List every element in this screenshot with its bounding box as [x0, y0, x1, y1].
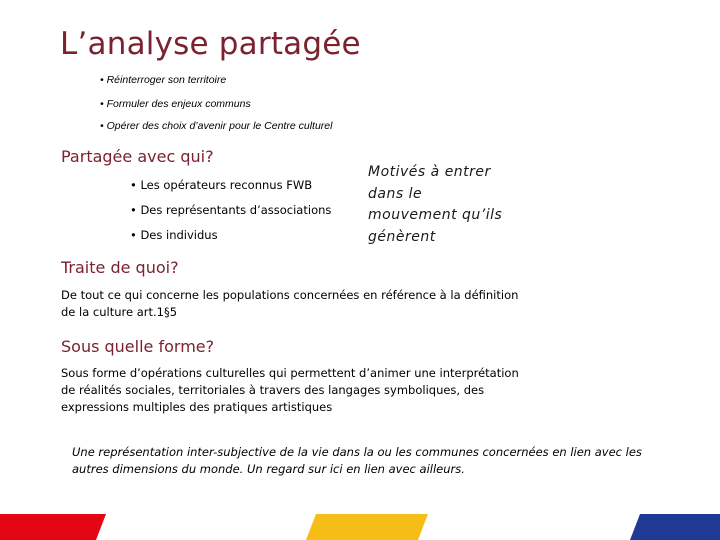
motives-line: dans le — [368, 185, 423, 202]
navy-stripe — [630, 514, 720, 540]
participant-bullet: • Les opérateurs reconnus FWB — [130, 178, 313, 192]
form-paragraph — [61, 365, 519, 416]
intro-bullet: • Opérer des choix d’avenir pour le Centre culturel — [100, 120, 333, 132]
footer-stripes — [0, 514, 720, 540]
motives-line: mouvement qu’ils — [368, 207, 503, 223]
quote-line: Une représentation inter-subjective de la vie dans la ou les communes concernées en lien avec les — [72, 445, 642, 459]
quote-line: autres dimensions du monde. Un regard sur ici en lien avec ailleurs. — [72, 462, 465, 476]
intro-bullet: • Formuler des enjeux communs — [100, 98, 251, 110]
paragraph-line: expressions multiples des pratiques artistiques — [61, 400, 333, 414]
heading-who: Partagée avec qui? — [61, 147, 214, 166]
participant-bullet: • Des individus — [130, 228, 218, 242]
paragraph-line: De tout ce qui concerne les populations concernées en référence à la définition — [61, 288, 519, 302]
red-stripe — [0, 514, 106, 540]
heading-form: Sous quelle forme? — [61, 337, 215, 356]
page-title: L’analyse partagée — [60, 26, 361, 62]
motives-note — [368, 162, 528, 248]
heading-what: Traite de quoi? — [61, 258, 179, 277]
paragraph-line: Sous forme d’opérations culturelles qui permettent d’animer une interprétation — [61, 366, 519, 380]
summary-quote — [72, 444, 642, 478]
motives-line: génèrent — [368, 228, 436, 245]
yellow-stripe — [306, 514, 428, 540]
participant-bullet: • Des représentants d’associations — [130, 203, 332, 217]
motives-line: Motivés à entrer — [368, 164, 491, 180]
paragraph-line: de la culture art.1§5 — [61, 305, 178, 319]
intro-bullet: • Réinterroger son territoire — [100, 74, 227, 86]
paragraph-line: de réalités sociales, territoriales à travers des langages symboliques, des — [61, 383, 485, 397]
what-paragraph — [61, 287, 518, 321]
